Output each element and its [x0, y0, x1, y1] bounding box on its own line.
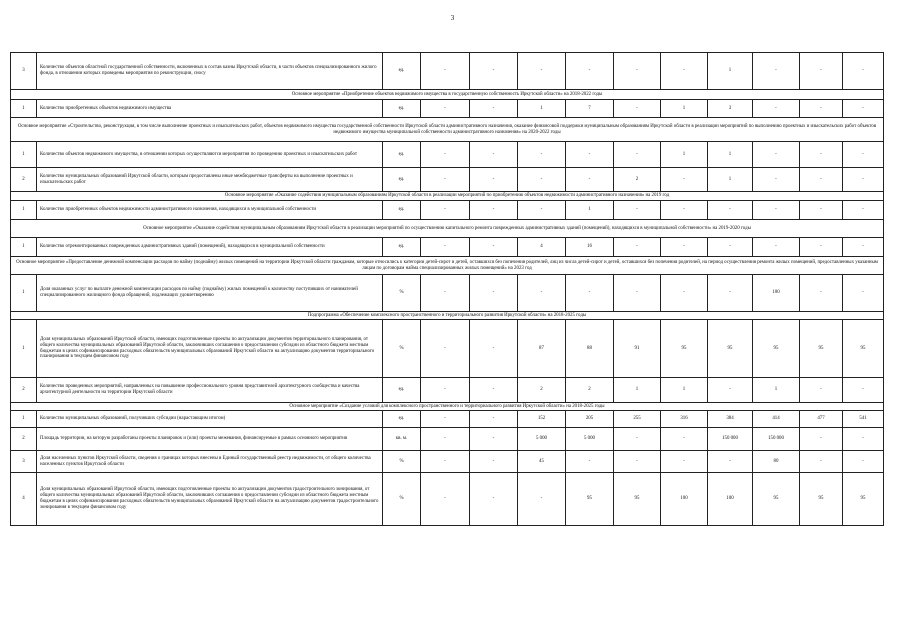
- value-cell: 477: [800, 411, 843, 428]
- section-title: Основное мероприятие «Строительство, реконструкция, в том числе выполнение проектных и изыскательских работ, объектов недвижимого имущества государственной собственности Иркутской области административного назначения, оказание финансовой поддержки муниципальным образованиям Иркутской области в реализации мероприятий по выполнению проектных и изыскательских работ объектов недвижимого имущества муниципальной собственности административного назначения» на 2020-2022 годы: [11, 118, 884, 142]
- table-row: [11, 168, 884, 192]
- table-row: [11, 473, 884, 526]
- indicator-name: Количество отремонтированных поврежденных административных зданий (помещений), находящихся в муниципальной собственности: [37, 238, 383, 257]
- row-number: 1: [11, 238, 37, 257]
- unit-cell: ед.: [383, 238, 421, 257]
- value-cell: -: [470, 320, 518, 378]
- value-cell: -: [518, 142, 566, 168]
- table-row: [11, 378, 884, 403]
- value-cell: 95: [614, 473, 661, 526]
- row-number: 2: [11, 168, 37, 192]
- value-cell: 205: [566, 411, 614, 428]
- unit-cell: ед.: [383, 142, 421, 168]
- value-cell: -: [566, 451, 614, 473]
- value-cell: -: [843, 451, 884, 473]
- indicator-name: Количество объектов недвижимого имущества, в отношении которых осуществляются мероприятия по проведению проектных и изыскательских работ: [37, 142, 383, 168]
- row-number: 1: [11, 320, 37, 378]
- unit-cell: ед.: [383, 411, 421, 428]
- value-cell: -: [614, 428, 661, 451]
- value-cell: -: [566, 142, 614, 168]
- value-cell: 95: [753, 473, 800, 526]
- indicator-name: Количество муниципальных образований Иркутской области, которым предоставлены иные межбюджетные трансферты на выполнение проектных и изыскательских работ: [37, 168, 383, 192]
- value-cell: -: [421, 411, 470, 428]
- indicator-name: Количество объектов областной государственной собственности, включенных в состав казны Иркутской области, в части объектов специализированного жилого фонда, в отношении которых проведены мероприятия по реконструкции, сносу: [37, 53, 383, 90]
- value-cell: -: [421, 451, 470, 473]
- row-number: 1: [11, 142, 37, 168]
- value-cell: -: [614, 53, 661, 90]
- value-cell: -: [800, 168, 843, 192]
- unit-cell: ед.: [383, 100, 421, 118]
- value-cell: 100: [661, 473, 708, 526]
- value-cell: 100: [753, 275, 800, 312]
- value-cell: -: [661, 451, 708, 473]
- value-cell: -: [470, 168, 518, 192]
- value-cell: -: [661, 428, 708, 451]
- unit-cell: %: [383, 275, 421, 312]
- row-number: 4: [11, 473, 37, 526]
- value-cell: -: [843, 238, 884, 257]
- value-cell: -: [843, 100, 884, 118]
- unit-cell: ед.: [383, 201, 421, 220]
- value-cell: -: [843, 168, 884, 192]
- value-cell: 316: [661, 411, 708, 428]
- value-cell: 255: [614, 411, 661, 428]
- section-header-row: [11, 403, 884, 411]
- section-header-row: [11, 192, 884, 201]
- value-cell: 95: [843, 320, 884, 378]
- value-cell: -: [614, 201, 661, 220]
- value-cell: -: [800, 142, 843, 168]
- value-cell: -: [470, 201, 518, 220]
- value-cell: 1: [566, 201, 614, 220]
- value-cell: -: [800, 451, 843, 473]
- value-cell: -: [566, 275, 614, 312]
- value-cell: 414: [753, 411, 800, 428]
- section-header-row: [11, 312, 884, 320]
- value-cell: 1: [708, 142, 753, 168]
- value-cell: -: [800, 100, 843, 118]
- value-cell: -: [661, 238, 708, 257]
- value-cell: 100: [708, 473, 753, 526]
- value-cell: -: [421, 378, 470, 403]
- indicator-name: Доля муниципальных образований Иркутской области, имеющих подготовленные проекты по актуализации документов территориального планирования, от общего количества муниципальных образований Иркутской области, заключивших соглашения о предоставлении субсидии из областного бюджета местным бюджетам в целях софинансирования расходных обязательств муниципальных образований Иркутской области на актуализацию документов территориального планирования в текущем финансовом году: [37, 320, 383, 378]
- value-cell: -: [518, 201, 566, 220]
- section-title: Основное мероприятие «Предоставление денежной компенсации расходов по найму (поднайму) жилых помещений на территории Иркутской области гражданам, которые относились к категории детей-сирот и детей, оставшихся без попечения родителей, лиц из числа детей-сирот и детей, оставшихся без попечения родителей, на период осуществления ремонта жилых помещений, предоставленных указанным лицам по договорам найма специализированных жилых помещений» на 2023 год: [11, 257, 884, 275]
- indicator-name: Количество приобретенных объектов недвижимости административного назначения, находящихся в муниципальной собственности: [37, 201, 383, 220]
- unit-cell: ед.: [383, 168, 421, 192]
- table-row: [11, 53, 884, 90]
- value-cell: -: [708, 275, 753, 312]
- value-cell: -: [753, 53, 800, 90]
- value-cell: -: [614, 238, 661, 257]
- table-row: [11, 238, 884, 257]
- value-cell: -: [518, 168, 566, 192]
- value-cell: 95: [708, 320, 753, 378]
- value-cell: 95: [800, 473, 843, 526]
- value-cell: -: [470, 142, 518, 168]
- value-cell: -: [566, 168, 614, 192]
- section-title: Основное мероприятие «Создание условий для комплексного пространственного и территориального развития Иркутской области» на 2018-2025 годы: [11, 403, 884, 411]
- table-row: [11, 411, 884, 428]
- value-cell: -: [708, 238, 753, 257]
- value-cell: 3: [708, 100, 753, 118]
- value-cell: 95: [566, 473, 614, 526]
- row-number: 1: [11, 411, 37, 428]
- value-cell: -: [661, 53, 708, 90]
- page-number: 3: [450, 14, 455, 22]
- indicator-name: Площадь территории, на которую разработаны проекты планировок и (или) проекты межевания, финансируемые в рамках основного мероприятия: [37, 428, 383, 451]
- value-cell: -: [470, 428, 518, 451]
- unit-cell: %: [383, 320, 421, 378]
- value-cell: -: [614, 451, 661, 473]
- row-number: 1: [11, 201, 37, 220]
- row-number: 2: [11, 428, 37, 451]
- value-cell: -: [800, 275, 843, 312]
- table-row: [11, 142, 884, 168]
- value-cell: 5 000: [566, 428, 614, 451]
- value-cell: 1: [708, 168, 753, 192]
- value-cell: -: [421, 168, 470, 192]
- table-row: [11, 320, 884, 378]
- value-cell: -: [753, 201, 800, 220]
- value-cell: -: [614, 275, 661, 312]
- value-cell: -: [518, 275, 566, 312]
- value-cell: 1: [753, 378, 800, 403]
- value-cell: 541: [843, 411, 884, 428]
- unit-cell: %: [383, 473, 421, 526]
- indicator-name: Доля оказанных услуг по выплате денежной компенсации расходов по найму (поднайму) жилых помещений к количеству поступивших от нанимателей специализированного жилищного фонда обращений, подлежащих удовлетворению: [37, 275, 383, 312]
- section-title: Подпрограмма «Обеспечение комплексного пространственного и территориального развития Иркутской области» на 2018-2025 годы: [11, 312, 884, 320]
- value-cell: 152: [518, 411, 566, 428]
- value-cell: -: [421, 100, 470, 118]
- value-cell: -: [614, 100, 661, 118]
- indicator-name: Доля муниципальных образований Иркутской области, имеющих подготовленные проекты по актуализации документов градостроительного зонирования, от общего количества муниципальных образований Иркутской области, заключивших соглашения о предоставлении субсидии из областного бюджета местным бюджетам в целях софинансирования расходных обязательств муниципальных образований Иркутской области на актуализацию документов градостроительного зонирования в текущем финансовом году: [37, 473, 383, 526]
- value-cell: -: [421, 53, 470, 90]
- value-cell: 5 000: [518, 428, 566, 451]
- value-cell: 4: [518, 238, 566, 257]
- value-cell: -: [421, 473, 470, 526]
- value-cell: -: [843, 428, 884, 451]
- value-cell: 2: [566, 378, 614, 403]
- row-number: 1: [11, 100, 37, 118]
- value-cell: -: [753, 238, 800, 257]
- unit-cell: кв. м.: [383, 428, 421, 451]
- value-cell: -: [566, 53, 614, 90]
- unit-cell: ед.: [383, 378, 421, 403]
- indicator-name: Количество муниципальных образований, получивших субсидии (нарастающим итогом): [37, 411, 383, 428]
- row-number: 3: [11, 53, 37, 90]
- value-cell: -: [421, 275, 470, 312]
- value-cell: -: [421, 142, 470, 168]
- value-cell: -: [800, 238, 843, 257]
- value-cell: -: [470, 53, 518, 90]
- table-row: [11, 100, 884, 118]
- value-cell: -: [518, 53, 566, 90]
- unit-cell: ед.: [383, 53, 421, 90]
- value-cell: -: [800, 53, 843, 90]
- row-number: 2: [11, 378, 37, 403]
- value-cell: 16: [566, 238, 614, 257]
- section-header-row: [11, 257, 884, 275]
- indicator-name: Количество приобретенных объектов недвижимого имущества: [37, 100, 383, 118]
- value-cell: -: [470, 100, 518, 118]
- value-cell: -: [800, 378, 843, 403]
- value-cell: 1: [661, 100, 708, 118]
- value-cell: 7: [566, 100, 614, 118]
- value-cell: -: [470, 378, 518, 403]
- value-cell: 1: [661, 378, 708, 403]
- unit-cell: %: [383, 451, 421, 473]
- value-cell: 1: [518, 100, 566, 118]
- value-cell: -: [470, 238, 518, 257]
- value-cell: -: [800, 201, 843, 220]
- value-cell: 2: [518, 378, 566, 403]
- section-header-row: [11, 118, 884, 142]
- value-cell: -: [470, 451, 518, 473]
- value-cell: -: [708, 201, 753, 220]
- value-cell: -: [518, 473, 566, 526]
- row-number: 1: [11, 275, 37, 312]
- section-header-row: [11, 90, 884, 100]
- value-cell: -: [843, 378, 884, 403]
- value-cell: 95: [843, 473, 884, 526]
- value-cell: 1: [661, 142, 708, 168]
- value-cell: 91: [614, 320, 661, 378]
- value-cell: 2: [614, 168, 661, 192]
- value-cell: -: [843, 201, 884, 220]
- row-number: 3: [11, 451, 37, 473]
- value-cell: -: [421, 238, 470, 257]
- value-cell: -: [470, 275, 518, 312]
- value-cell: -: [470, 411, 518, 428]
- value-cell: 95: [800, 320, 843, 378]
- value-cell: 150 000: [708, 428, 753, 451]
- value-cell: -: [843, 142, 884, 168]
- table-row: [11, 428, 884, 451]
- table-row: [11, 201, 884, 220]
- value-cell: -: [843, 53, 884, 90]
- value-cell: 95: [661, 320, 708, 378]
- value-cell: -: [753, 168, 800, 192]
- value-cell: 150 000: [753, 428, 800, 451]
- value-cell: -: [843, 275, 884, 312]
- section-title: Основное мероприятие «Оказание содействия муниципальным образованиям Иркутской области в реализации мероприятий по приобретению объектов недвижимости административного назначения» на 2019 год: [11, 192, 884, 201]
- value-cell: 87: [518, 320, 566, 378]
- table-row: [11, 451, 884, 473]
- value-cell: -: [661, 201, 708, 220]
- value-cell: 80: [753, 451, 800, 473]
- value-cell: -: [661, 168, 708, 192]
- section-header-row: [11, 220, 884, 238]
- indicator-name: Доля населенных пунктов Иркутской области, сведения о границах которых внесены в Единый государственный реестр недвижимости, от общего количества населенных пунктов Иркутской области: [37, 451, 383, 473]
- value-cell: -: [661, 275, 708, 312]
- value-cell: 1: [708, 53, 753, 90]
- section-title: Основное мероприятие «Приобретение объектов недвижимого имущества в государственную собственность Иркутской области» на 2018-2022 годы: [11, 90, 884, 100]
- value-cell: -: [421, 320, 470, 378]
- value-cell: 95: [753, 320, 800, 378]
- value-cell: 88: [566, 320, 614, 378]
- value-cell: -: [614, 142, 661, 168]
- value-cell: 1: [614, 378, 661, 403]
- value-cell: 45: [518, 451, 566, 473]
- value-cell: -: [753, 142, 800, 168]
- indicator-name: Количество проведенных мероприятий, направленных на повышение профессионального уровня представителей архитектурного сообщества и качества архитектурной деятельности на территории Иркутской области: [37, 378, 383, 403]
- value-cell: -: [753, 100, 800, 118]
- value-cell: -: [708, 378, 753, 403]
- value-cell: -: [800, 428, 843, 451]
- value-cell: -: [421, 201, 470, 220]
- value-cell: -: [470, 473, 518, 526]
- indicators-table: [10, 52, 884, 526]
- table-row: [11, 275, 884, 312]
- section-title: Основное мероприятие «Оказание содействия муниципальным образованиям Иркутской области в реализации мероприятий по осуществлению капитального ремонта поврежденных административных зданий (помещений), находящихся в муниципальной собственности» на 2019-2020 годы: [11, 220, 884, 238]
- value-cell: 384: [708, 411, 753, 428]
- value-cell: -: [708, 451, 753, 473]
- value-cell: -: [421, 428, 470, 451]
